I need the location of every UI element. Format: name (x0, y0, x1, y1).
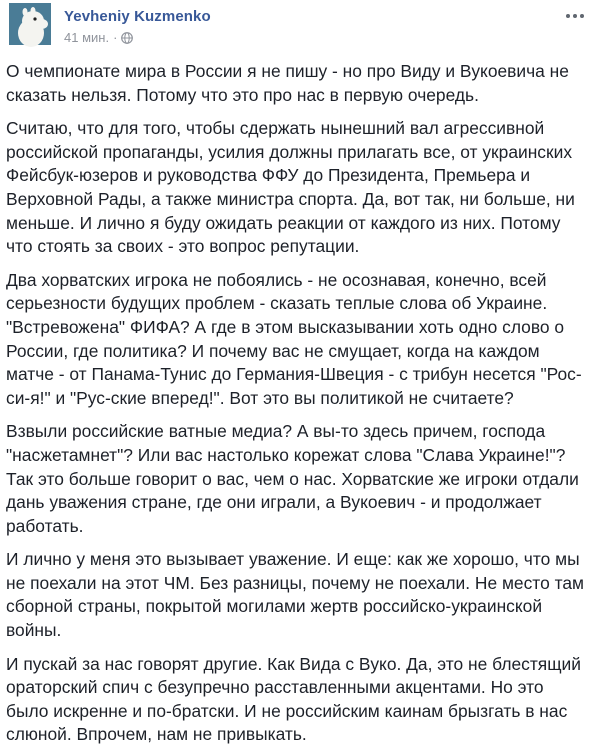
post-meta (64, 30, 133, 45)
post-paragraph: Взвыли российские ватные медиа? А вы-то здесь причем, господа "насжетамнет"? Или вас настолько корежат слова "Слава Украине!"? Так это больше говорит о вас, чем о нас. Хорватские же игроки отдали дань уважения стране, где они играли, а Вукоевич - и продолжает работать. (6, 421, 579, 536)
post-body (6, 60, 594, 747)
more-options-icon[interactable] (562, 6, 588, 26)
author-name[interactable]: Yevheniy Kuzmenko (64, 8, 211, 25)
post-paragraph: Считаю, что для того, чтобы сдержать нынешний вал агрессивной российской пропаганды, усилия должны прилагать все, от украинских Фейсбук-юзеров и руководства ФФУ до Президента, Премьера и Верховной Рады, а также министра спорта. Да, вот так, ни больше, ни меньше. И лично я буду ожидать реакции от каждого из них. Потому что стоять за своих - это вопрос репутации. (6, 118, 575, 257)
post-paragraph: И пускай за нас говорят другие. Как Вида с Вуко. Да, это не блестящий ораторский спич с безупречно расставленными акцентами. Но это было искренне и по-братски. И не российским каинам брызгать в нас слюной. Впрочем, нам не привыкать. (6, 653, 581, 745)
post-paragraph: Два хорватских игрока не побоялись - не осознавая, конечно, всей серьезности будущих проблем - сказать теплые слова об Украине. "Встревожена" ФИФА? А где в этом высказывании хоть одно слово о России, где политика? И почему вас не смущает, когда на каждом матче - от Панама-Тунис до Германия-Швеция - с трибун несется "Рос-си-я!" и "Рус-ские вперед!". Вот это вы политикой не считаете? (6, 269, 582, 408)
moomin-avatar-icon (9, 3, 51, 45)
post-header (6, 0, 594, 60)
post-paragraph: И лично у меня это вызывает уважение. И еще: как же хорошо, что мы не поехали на этот ЧМ. Без разницы, почему не поехали. Не место там сборной страны, покрытой могилами жертв российско-украинской войны. (6, 549, 584, 641)
globe-icon[interactable] (121, 32, 133, 44)
avatar[interactable] (9, 3, 51, 45)
post-timestamp[interactable]: 41 мин. (64, 30, 110, 45)
meta-separator: · (113, 30, 118, 45)
post-paragraph: О чемпионате мира в России я не пишу - но про Виду и Вукоевича не сказать нельзя. Потому что это про нас в первую очередь. (6, 61, 569, 105)
